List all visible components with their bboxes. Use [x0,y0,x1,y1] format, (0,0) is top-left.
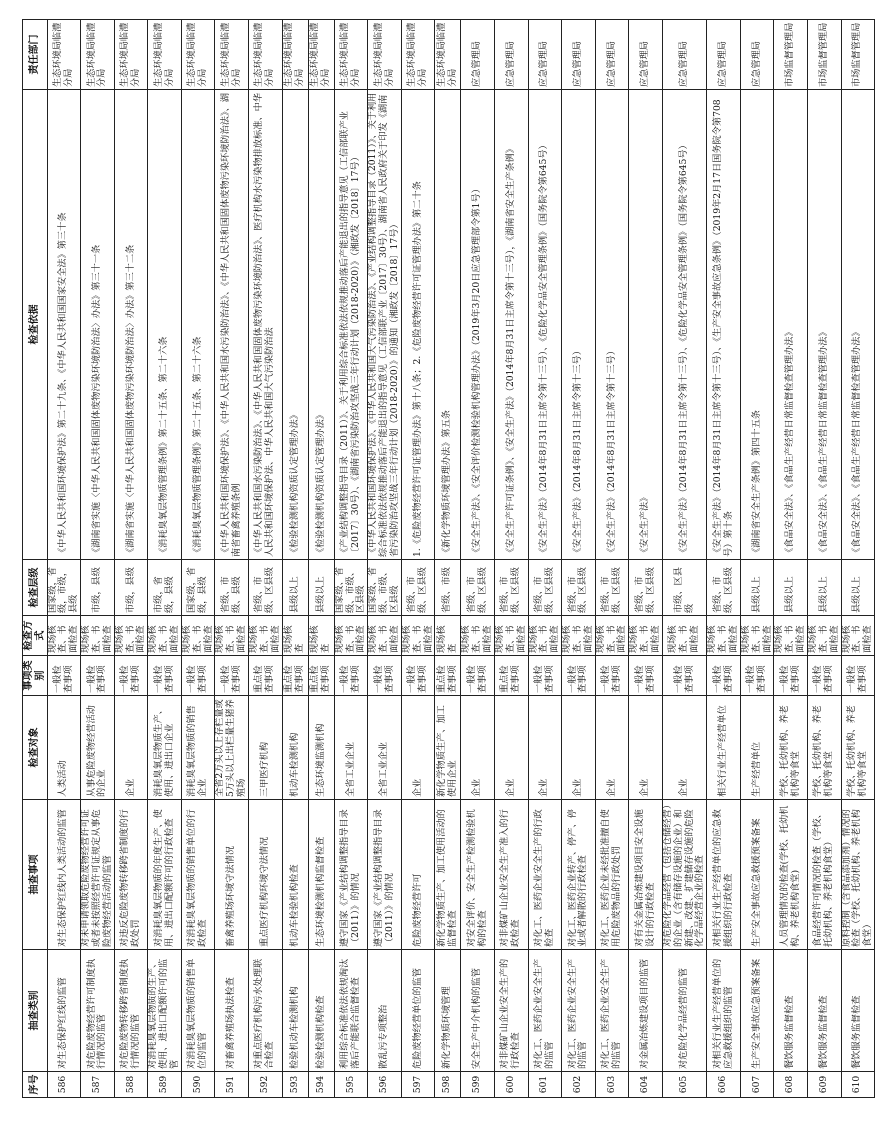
cell-type: 一般检查事项 [401,656,435,696]
cell-level: 省级、市级、区县级 [249,560,283,616]
cell-item: 对生态保护红线内人类活动的监管 [47,800,81,950]
cell-no: 596 [368,1072,402,1098]
cell-type: 一般检查事项 [808,656,842,696]
cell-item: 原料控制（含食品添加剂）情况的检查（学校、托幼机构、养老机构食堂） [841,800,875,950]
cell-basis: 《检验检测机构资质认定管理办法》 [308,90,334,560]
cell-item: 对有关金属冶炼建设项目安全设施设计的行政检查 [629,800,663,950]
cell-category: 对消耗臭氧层物质的生产、使用、进出口配额许可的监管 [148,950,182,1072]
cell-dept: 生态环境局临澧分局 [81,20,115,90]
table-row [562,20,596,1098]
cell-level: 省级、市级、区县级 [401,560,435,616]
cell-no: 597 [401,1072,435,1098]
cell-method: 现场核查、书面检查 [740,616,774,656]
cell-item: 对化工、医药企业安全生产的行政检查 [528,800,562,950]
cell-no: 594 [308,1072,334,1098]
cell-type: 一般检查事项 [181,656,215,696]
cell-no: 603 [595,1072,629,1098]
table-row [808,20,842,1098]
cell-dept: 生态环境局临澧分局 [334,20,368,90]
cell-item: 对安全评价、安全生产检测检验机构的检查 [461,800,495,950]
cell-basis: 《安全生产法》（2014年8月31日主席令第十三号）、《生产安全事故应急条例》（2019年2月17日国务院令第708号）第十条 [707,90,741,560]
header-basis: 检查依据 [23,90,48,560]
cell-target: 从事危险废物经营活动的企业 [81,696,115,800]
cell-dept: 应急管理局 [595,20,629,90]
cell-basis: 《新化学物质环境管理办法》第五条 [435,90,461,560]
cell-dept: 生态环境局临澧分局 [401,20,435,90]
cell-dept: 生态环境局临澧分局 [181,20,215,90]
cell-target: 企业 [528,696,562,800]
table-row [841,20,875,1098]
cell-target: 全省2万头以上存栏量或5万头以上出栏量生猪养殖场 [215,696,249,800]
cell-target: 全省工业企业 [368,696,402,800]
cell-basis: 《湖南省实施〈中华人民共和国固体废物污染环境防治法〉办法》第三十二条 [114,90,148,560]
cell-level: 省级、市级、县级 [215,560,249,616]
cell-item: 新化学物质生产、加工使用活动的监督检查 [435,800,461,950]
cell-category: 对相关行业生产经营单位的应急救援组织的监管 [707,950,741,1072]
cell-basis: 《安全生产法》（2014年8月31日主席令第十三号）、《危险化学品安全管理条例》（国务院令第645号） [528,90,562,560]
cell-item: 食品经营许可情况的检查（学校、托幼机构、养老机构食堂） [808,800,842,950]
cell-target: 企业 [494,696,528,800]
cell-method: 现场核查、书面检查 [774,616,808,656]
header-row [23,20,48,1098]
cell-item: 对消耗臭氧层物质的销售单位的行政检查 [181,800,215,950]
cell-category: 对非煤矿山企业安全生产的行政检查 [494,950,528,1072]
cell-category: 生产安全事故应急预案备案 [740,950,774,1072]
cell-method: 现场核查、书面检查 [841,616,875,656]
cell-item: 生态环境检测机构监督检查 [308,800,334,950]
cell-category: 对畜禽养殖场执法检查 [215,950,249,1072]
cell-category: 对消耗臭氧层物质的销售单位的监管 [181,950,215,1072]
table-row [435,20,461,1098]
cell-category: 对生态保护红线的监管 [47,950,81,1072]
cell-basis: 《食品安全法》、《食品生产经营日常监督检查管理办法》 [774,90,808,560]
table-row [368,20,402,1098]
cell-dept: 生态环境局临澧分局 [308,20,334,90]
cell-target: 人类活动 [47,696,81,800]
cell-type: 一般检查事项 [707,656,741,696]
cell-level: 县级以上 [841,560,875,616]
cell-no: 586 [47,1072,81,1098]
cell-type: 一般检查事项 [215,656,249,696]
cell-dept: 生态环境局临澧分局 [114,20,148,90]
cell-basis: 《消耗臭氧层物质管理条例》第二十五条、第二十六条 [148,90,182,560]
cell-method: 现场核查、书面检查 [461,616,495,656]
table-row [740,20,774,1098]
cell-level: 省级、市级 [435,560,461,616]
cell-level: 省级、市级、区县级 [562,560,596,616]
cell-no: 602 [562,1072,596,1098]
cell-no: 599 [461,1072,495,1098]
cell-level: 市级，省级，县级 [148,560,182,616]
cell-basis: 《中华人民共和国环境保护法》、《中华人民共和国水污染防治法》、《中华人民共和国固体废物污染环境防治法》、湖南省畜禽养殖条例 [215,90,249,560]
cell-category: 对金属冶炼建设项目的监管 [629,950,663,1072]
cell-category: 对重点医疗机构污水处理联合检查 [249,950,283,1072]
cell-target: 机动车检测机构 [282,696,308,800]
cell-category: 餐饮服务监督检查 [774,950,808,1072]
cell-category: 检验检测机构检查 [308,950,334,1072]
header-method: 检查方式 [23,616,48,656]
cell-no: 588 [114,1072,148,1098]
cell-method: 现场核查、书面检查 [528,616,562,656]
cell-target: 企业 [562,696,596,800]
cell-level: 市级，县级 [114,560,148,616]
cell-type: 重点检查事项 [249,656,283,696]
table-row [114,20,148,1098]
cell-method: 现场核查、书面检查 [629,616,663,656]
cell-dept: 市场监督管理局 [841,20,875,90]
cell-category: 利用综合标准依法依规淘汰落后产能联合监督检查 [334,950,368,1072]
cell-dept: 应急管理局 [494,20,528,90]
cell-basis: 《消耗臭氧层物质管理条例》第二十五条、第二十六条 [181,90,215,560]
cell-no: 598 [435,1072,461,1098]
cell-item: 对非煤矿山企业安全生产准入的行政检查 [494,800,528,950]
cell-category: 对化工、医药企业安全生产的监管 [595,950,629,1072]
cell-level: 县级以上 [308,560,334,616]
cell-basis: 《食品安全法》、《食品生产经营日常监督检查管理办法》 [808,90,842,560]
cell-basis: 《安全生产法》、《安全评价检测检验机构管理办法》（2019年3月20日应急管理部令第1号） [461,90,495,560]
cell-type: 重点检查事项 [282,656,308,696]
cell-method: 现场核查、书面检查 [249,616,283,656]
table-row [595,20,629,1098]
cell-no: 604 [629,1072,663,1098]
cell-method: 现场核查、书面检查 [562,616,596,656]
header-item: 抽查事项 [23,800,48,950]
cell-target: 学校、托幼机构、养老机构等食堂 [841,696,875,800]
cell-no: 605 [662,1072,706,1098]
cell-item: 对化工、医药企业未经批准擅自使用危险废物品的行政处罚 [595,800,629,950]
cell-dept: 生态环境局临澧分局 [215,20,249,90]
header-category: 抽查类别 [23,950,48,1072]
cell-category: 对化工、医药企业安全生产的监管 [528,950,562,1072]
cell-no: 593 [282,1072,308,1098]
cell-no: 610 [841,1072,875,1098]
cell-item: 畜禽养殖场环境守法情况 [215,800,249,950]
table-row [461,20,495,1098]
cell-method: 现场核查 [308,616,334,656]
cell-level: 县级以上 [808,560,842,616]
table-row [282,20,308,1098]
cell-item: 生产安全事故应急救援预案备案 [740,800,774,950]
cell-level: 省级、市级、区县级 [494,560,528,616]
cell-no: 592 [249,1072,283,1098]
cell-target: 企业 [629,696,663,800]
cell-no: 591 [215,1072,249,1098]
cell-target: 学校、托幼机构、养老机构等食堂 [774,696,808,800]
cell-category: 安全生产中介机构的监管 [461,950,495,1072]
cell-dept: 应急管理局 [461,20,495,90]
cell-method: 现场核查 [435,616,461,656]
cell-level: 省级、市级、区县级 [461,560,495,616]
cell-item: 对违反危险废物转移跨省制度的行政处罚 [114,800,148,950]
header-dept: 责任部门 [23,20,48,90]
cell-target: 消耗臭氧层物质的销售企业 [181,696,215,800]
cell-dept: 应急管理局 [528,20,562,90]
cell-basis: 《中华人民共和国水污染防治法》、《中华人民共和国固体废物污染环境防治法》、医疗机构水污染物排放标准、中华人民共和国环境保护法、中华人民共和国大气污染防治法 [249,90,283,560]
cell-category: 新化学物质环境管理 [435,950,461,1072]
cell-target: 消耗臭氧层物质生产、使用、进出口企业 [148,696,182,800]
cell-method: 现场核查、书面检查 [368,616,402,656]
cell-dept: 生态环境局临澧分局 [368,20,402,90]
table-row [47,20,81,1098]
cell-method: 现场核查、书面检查 [81,616,115,656]
cell-type: 重点检查事项 [435,656,461,696]
cell-type: 一般检查事项 [47,656,81,696]
cell-category: 对危险废物经营许可制度执行情况的监管 [81,950,115,1072]
cell-item: 对危险化学品经营（包括仓储经营）的企业（含有储存设施的企业）和新建、改建、扩建储存设施的危险化学品经营企业的检查 [662,800,706,950]
cell-no: 606 [707,1072,741,1098]
cell-level: 县级以上 [282,560,308,616]
cell-type: 一般检查事项 [368,656,402,696]
cell-level: 省级、市级、区县级 [629,560,663,616]
cell-target: 企业 [401,696,435,800]
cell-category: 餐饮服务监督检查 [841,950,875,1072]
table-row [334,20,368,1098]
cell-item: 对消耗臭氧层物质的年度生产、使用、进出口配额许可的行政检查 [148,800,182,950]
cell-basis: 1.《危险废物经营许可证管理办法》第十八条；2.《危险废物经营许可证管理办法》第二十条 [401,90,435,560]
cell-type: 一般检查事项 [81,656,115,696]
cell-dept: 应急管理局 [662,20,706,90]
cell-category: 餐饮服务监督检查 [808,950,842,1072]
cell-level: 省级、市级、区县级 [595,560,629,616]
cell-basis: 《湖南省实施〈中华人民共和国固体废物污染环境防治法〉办法》第三十一条 [81,90,115,560]
cell-dept: 生态环境局临澧分局 [249,20,283,90]
cell-no: 595 [334,1072,368,1098]
cell-type: 一般检查事项 [528,656,562,696]
cell-target: 三甲医疗机构 [249,696,283,800]
cell-target: 新化学物质生产、加工使用企业 [435,696,461,800]
cell-item: 对相关行业生产经营单位的应急救援组织的行政检查 [707,800,741,950]
cell-dept: 应急管理局 [707,20,741,90]
table-row [215,20,249,1098]
cell-method: 现场核查、书面检查 [47,616,81,656]
cell-basis: 《中华人民共和国环境保护法》、《中华人民共和国大气污染防治法》、《产业结构调整指导目录（2011）》、关于利用综合标准依法依规推动落后产能退出的指导意见（工信部联产业〔2017〕30号）、湖南省人民政府关于印发《湖南省污染防治攻坚战三年行动计划（2018-2020）》的通知（湘政发〔2018〕17号） [368,90,402,560]
cell-basis: 《安全生产法》（2014年8月31日主席令第十三号） [562,90,596,560]
cell-type: 重点检查事项 [494,656,528,696]
cell-no: 589 [148,1072,182,1098]
cell-basis: 《食品安全法》、《食品生产经营日常监督检查管理办法》 [841,90,875,560]
cell-method: 现场核查、书面检查 [401,616,435,656]
cell-method: 现场核查、书面检查 [707,616,741,656]
cell-basis: 《产业结构调整指导目录（2011）》、关于利用综合标准依法依规推动落后产能退出的指导意见（工信部联产业〔2017〕30号）、《湖南省污染防治攻坚战三年行动计划（2018-2020）》（湘政发〔2018〕17号） [334,90,368,560]
cell-no: 608 [774,1072,808,1098]
cell-type: 一般检查事项 [740,656,774,696]
cell-method: 现场核查、书面检查 [148,616,182,656]
cell-method: 现场核查、书面检查 [662,616,706,656]
cell-no: 590 [181,1072,215,1098]
cell-category: 检验机动车检测机构 [282,950,308,1072]
table-row [401,20,435,1098]
cell-target: 生产经营单位 [740,696,774,800]
cell-method: 现场核查、书面检查 [334,616,368,656]
cell-target: 生态环境监测机构 [308,696,334,800]
cell-type: 一般检查事项 [334,656,368,696]
cell-no: 609 [808,1072,842,1098]
cell-type: 一般检查事项 [841,656,875,696]
cell-type: 一般检查事项 [774,656,808,696]
cell-target: 企业 [461,696,495,800]
cell-basis: 《中华人民共和国环境保护法》第二十九条、《中华人民共和国国家安全法》第三十条 [47,90,81,560]
table-row [629,20,663,1098]
cell-method: 现场核查、书面检查 [215,616,249,656]
cell-dept: 生态环境局临澧分局 [435,20,461,90]
cell-dept: 应急管理局 [629,20,663,90]
cell-target: 企业 [662,696,706,800]
cell-level: 省级、市级、区县级 [528,560,562,616]
cell-item: 对未申请领取危险废物经营许可证或者未按照经营许可证规定从事危险废物经营活动的监管 [81,800,115,950]
header-level: 检查层级 [23,560,48,616]
cell-basis: 《安全生产许可证条例》、《安全生产法》（2014年8月31日主席令第十三号），《湖南省安全生产条例》 [494,90,528,560]
cell-item: 危险废物经营许可 [401,800,435,950]
table-row [662,20,706,1098]
table-row [774,20,808,1098]
cell-category: 散乱污专项整治 [368,950,402,1072]
cell-target: 相关行业生产经营单位 [707,696,741,800]
cell-level: 国家级、省级、市级、区县级 [368,560,402,616]
table-row [148,20,182,1098]
cell-level: 县级以上 [740,560,774,616]
cell-type: 一般检查事项 [595,656,629,696]
cell-basis: 《检验检测机构资质认定管理办法》 [282,90,308,560]
cell-dept: 生态环境局临澧分局 [282,20,308,90]
cell-category: 对化工、医药企业安全生产的监管 [562,950,596,1072]
cell-level: 国家级，省级，县级 [181,560,215,616]
cell-type: 一般检查事项 [148,656,182,696]
cell-method: 现场核查 [282,616,308,656]
cell-item: 人员管理情况的检查(学校、托幼机构、养老机构食堂) [774,800,808,950]
table-row [81,20,115,1098]
cell-method: 现场核查、书面检查 [808,616,842,656]
table-row [181,20,215,1098]
cell-method: 现场核查、书面检查 [494,616,528,656]
cell-no: 600 [494,1072,528,1098]
cell-type: 重点检查事项 [308,656,334,696]
cell-type: 一般检查事项 [461,656,495,696]
cell-type: 一般检查事项 [114,656,148,696]
cell-target: 企业 [595,696,629,800]
cell-level: 国家级、省级、市级、区县级 [334,560,368,616]
cell-item: 遵守国家《产业结构调整指导目录（2011）》的情况 [334,800,368,950]
cell-item: 对化工、医药企业转产、停产、停业或者解散的行政检查 [562,800,596,950]
cell-basis: 《湖南省安全生产条例》第四十五条 [740,90,774,560]
cell-type: 一般检查事项 [662,656,706,696]
table-row [528,20,562,1098]
cell-method: 现场核查、书面检查 [595,616,629,656]
table-row [494,20,528,1098]
cell-level: 市级、区县级 [662,560,706,616]
table-row [707,20,741,1098]
cell-level: 省级、市级、区县级 [707,560,741,616]
cell-level: 国家级，省级，市级，县级 [47,560,81,616]
cell-no: 607 [740,1072,774,1098]
cell-method: 现场核查、书面检查 [181,616,215,656]
cell-no: 601 [528,1072,562,1098]
cell-dept: 应急管理局 [740,20,774,90]
cell-category: 危险废物经营单位的监管 [401,950,435,1072]
cell-dept: 生态环境局临澧分局 [148,20,182,90]
cell-level: 市级，县级 [81,560,115,616]
header-no: 序号 [23,1072,48,1098]
cell-basis: 《安全生产法》（2014年8月31日主席令第十三号）、《危险化学品安全管理条例》（国务院令第645号） [662,90,706,560]
cell-item: 遵守国家《产业结构调整指导目录（2011）》的情况 [368,800,402,950]
cell-item: 重点医疗机构环境守法情况 [249,800,283,950]
cell-category: 对危险化学品经营的监管 [662,950,706,1072]
cell-type: 一般检查事项 [629,656,663,696]
cell-type: 一般检查事项 [562,656,596,696]
header-type: 事项类别 [23,656,48,696]
cell-dept: 应急管理局 [562,20,596,90]
table-row [308,20,334,1098]
cell-item: 机动车检验机构检查 [282,800,308,950]
cell-dept: 生态环境局临澧分局 [47,20,81,90]
cell-basis: 《安全生产法》（2014年8月31日主席令第十三号） [595,90,629,560]
cell-target: 全省工业企业 [334,696,368,800]
cell-dept: 市场监督管理局 [808,20,842,90]
cell-target: 学校、托幼机构、养老机构等食堂 [808,696,842,800]
cell-method: 现场核查、书面检查 [114,616,148,656]
cell-target: 企业 [114,696,148,800]
cell-basis: 《安全生产法》 [629,90,663,560]
cell-level: 县级以上 [774,560,808,616]
table-row [249,20,283,1098]
table-body [47,20,875,1098]
inspection-table [22,19,875,1098]
cell-no: 587 [81,1072,115,1098]
header-target: 检查对象 [23,696,48,800]
cell-dept: 市场监督管理局 [774,20,808,90]
cell-category: 对危险废物转移跨省制度执行情况的监管 [114,950,148,1072]
